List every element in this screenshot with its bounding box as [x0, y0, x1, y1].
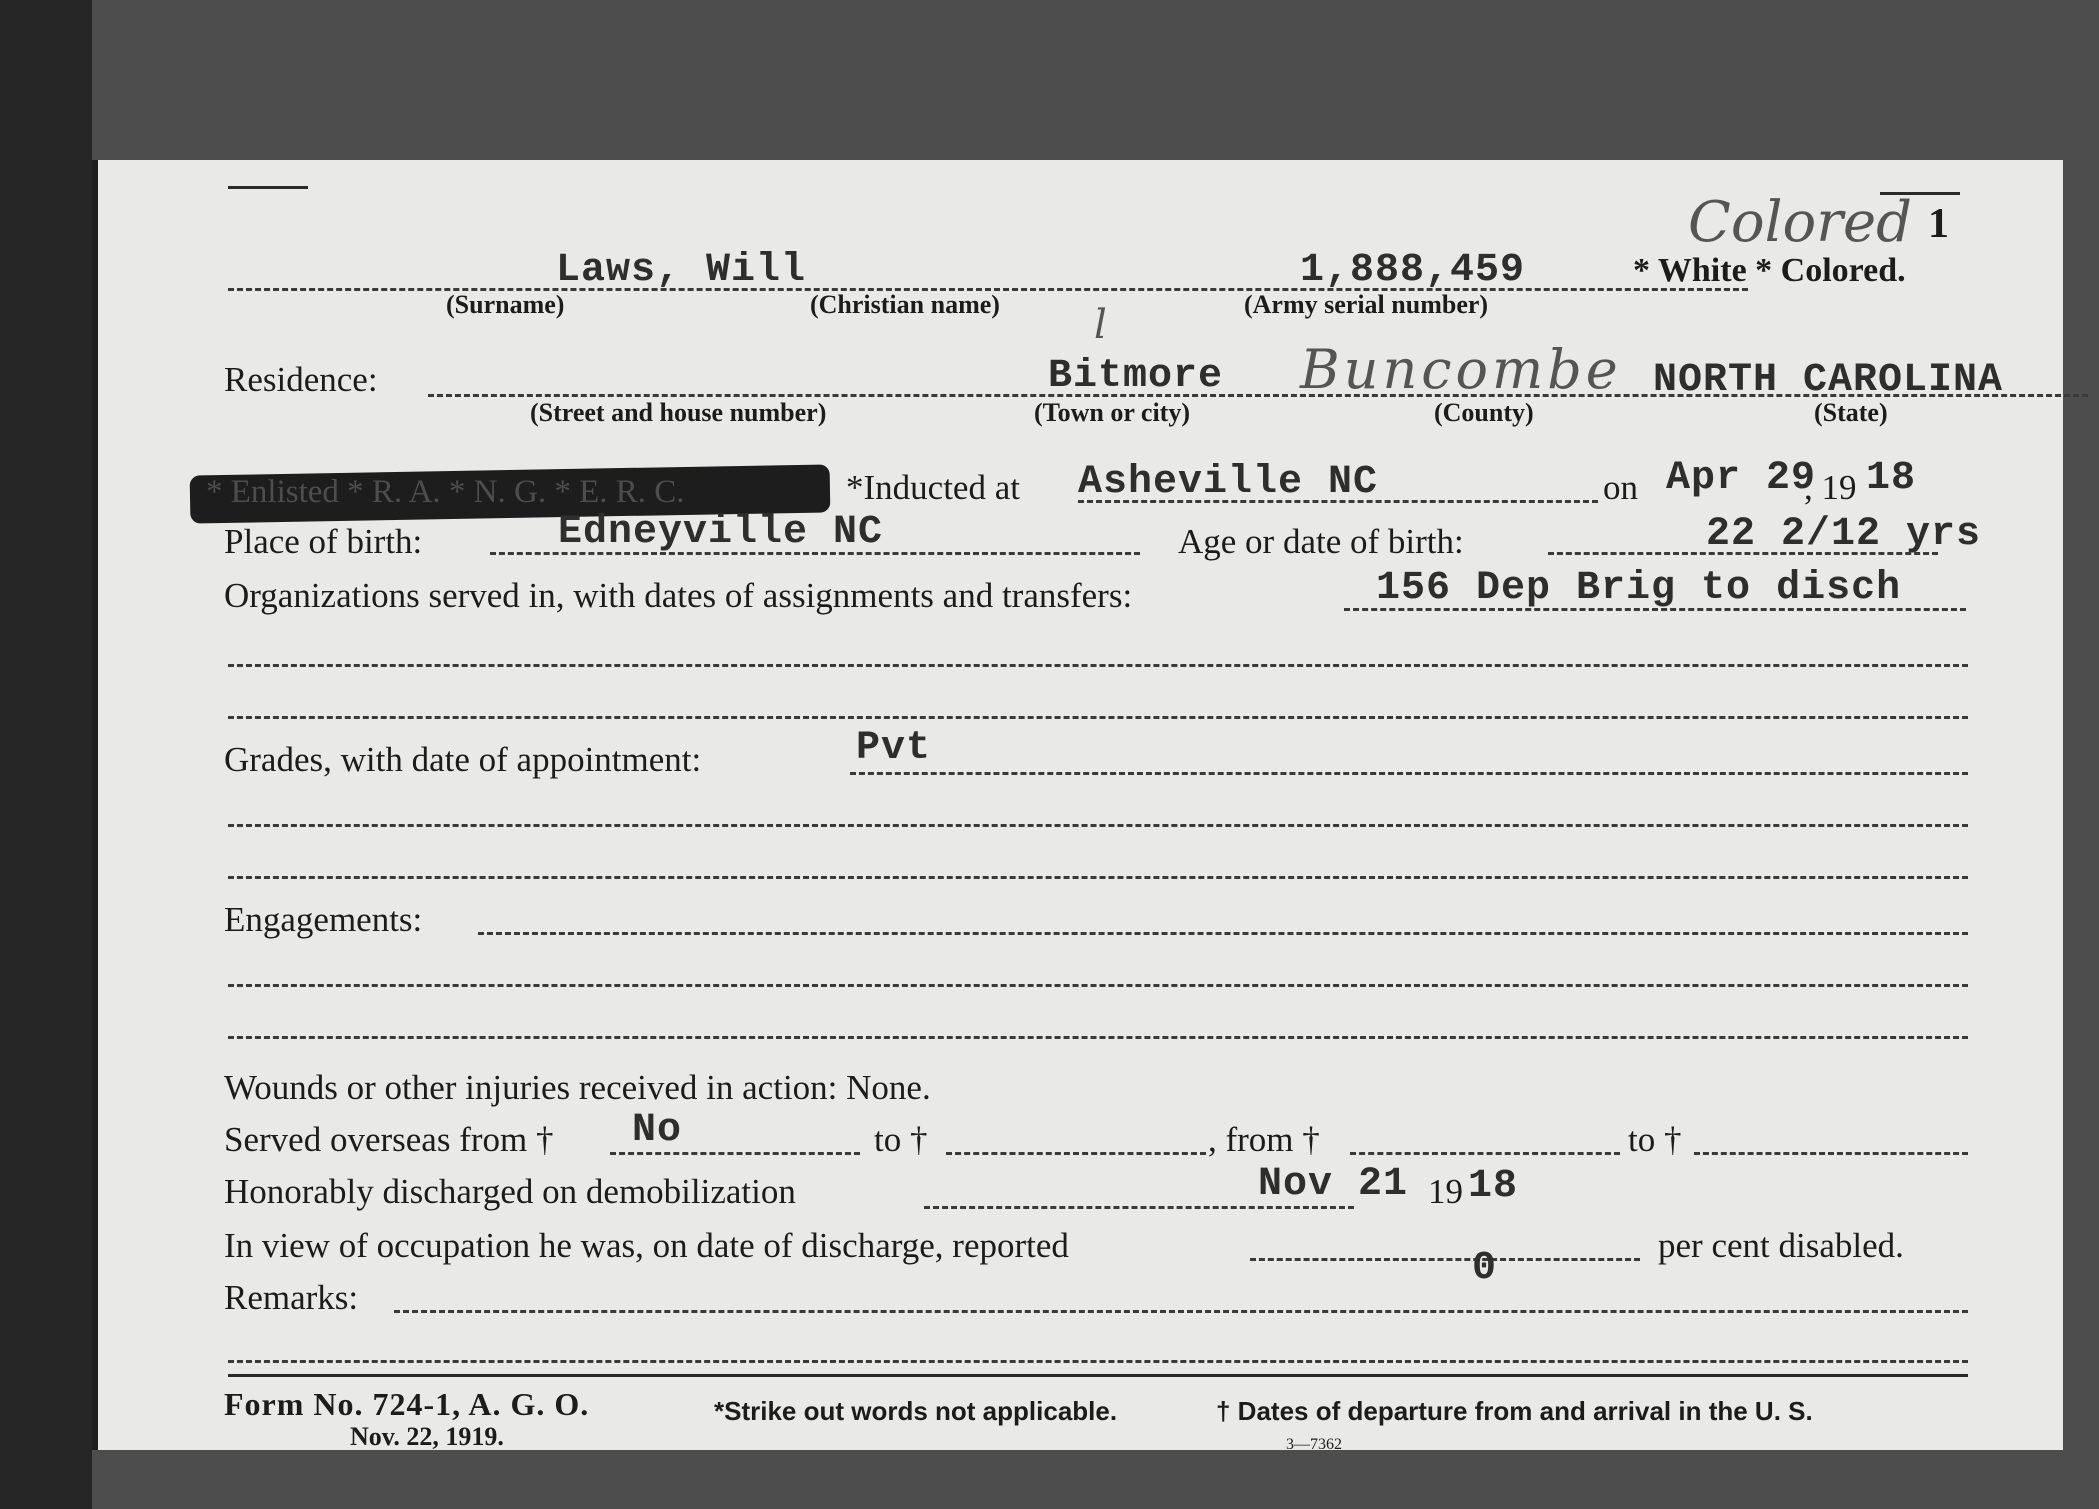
inducted-date-value: Apr 29 [1666, 456, 1817, 501]
disability-line [1250, 1258, 1640, 1261]
overseas-to-line-2 [1694, 1152, 1968, 1155]
footer-rule [228, 1374, 1968, 1377]
birth-place-line [490, 552, 1140, 555]
organizations-extra-line-1 [228, 664, 1968, 667]
print-code: 3—7362 [1286, 1436, 1342, 1453]
grades-extra-line-1 [228, 824, 1968, 827]
engagements-extra-line-1 [228, 984, 1968, 987]
scanner-edge [0, 0, 92, 1509]
inducted-year-prefix: , 19 [1804, 468, 1857, 507]
on-label: on [1603, 468, 1638, 507]
age-value: 22 2/12 yrs [1706, 512, 1982, 557]
engagements-extra-line-2 [228, 1036, 1968, 1039]
overseas-value: No [632, 1108, 683, 1153]
service-record-card [92, 160, 2063, 1453]
grades-value: Pvt [856, 726, 932, 771]
overseas-from-line [610, 1152, 860, 1155]
engagements-label: Engagements: [224, 900, 423, 939]
remarks-extra-line [228, 1360, 1968, 1363]
place-of-birth-label: Place of birth: [224, 522, 423, 561]
town-handwritten-mark: l [1094, 302, 1107, 348]
grades-extra-line-2 [228, 876, 1968, 879]
grades-line [850, 772, 1968, 775]
discharge-year-value: 18 [1468, 1164, 1519, 1209]
residence-label: Residence: [224, 360, 378, 399]
form-date: Nov. 22, 1919. [350, 1422, 504, 1451]
handwritten-colored: Colored [1688, 190, 1912, 255]
town-value: Bitmore [1048, 354, 1224, 399]
discharge-date-value: Nov 21 [1258, 1162, 1409, 1207]
overseas-to-label-2: to † [1628, 1120, 1682, 1159]
surname-christian-value: Laws, Will [556, 248, 807, 293]
caption-serial: (Army serial number) [1244, 290, 1489, 319]
organizations-label: Organizations served in, with dates of assignments and transfers: [224, 576, 1133, 615]
organizations-line [1344, 608, 1966, 611]
overseas-label: Served overseas from † [224, 1120, 554, 1159]
inducted-label: *Inducted at [846, 468, 1020, 507]
remarks-label: Remarks: [224, 1278, 359, 1317]
county-handwritten-value: Buncombe [1300, 338, 1622, 401]
inducted-line [1078, 500, 1598, 503]
caption-county: (County) [1434, 398, 1534, 427]
caption-street: (Street and house number) [530, 398, 827, 427]
disability-value: 0 [1472, 1246, 1498, 1291]
disability-suffix: per cent disabled. [1658, 1226, 1904, 1265]
disability-label: In view of occupation he was, on date of discharge, reported [224, 1226, 1069, 1265]
discharge-year-prefix: 19 [1428, 1172, 1463, 1211]
caption-christian-name: (Christian name) [810, 290, 1000, 319]
caption-surname: (Surname) [446, 290, 565, 319]
inducted-place-value: Asheville NC [1078, 460, 1379, 505]
overseas-from-label-2: , from † [1208, 1120, 1320, 1159]
corner-number: 1 [1928, 201, 1949, 247]
top-left-rule [228, 186, 308, 189]
organizations-extra-line-2 [228, 716, 1968, 719]
overseas-to-line-1 [946, 1152, 1206, 1155]
remarks-line [394, 1310, 1968, 1313]
race-options: * White * Colored. [1633, 252, 1906, 289]
engagements-line [478, 932, 1968, 935]
wounds-text: Wounds or other injuries received in action: None. [224, 1068, 931, 1107]
serial-number-value: 1,888,459 [1300, 248, 1526, 293]
overseas-to-label-1: to † [874, 1120, 928, 1159]
struck-enlistment-options: * Enlisted * R. A. * N. G. * E. R. C. [206, 474, 685, 510]
caption-town: (Town or city) [1034, 398, 1190, 427]
caption-state: (State) [1814, 398, 1888, 427]
form-number: Form No. 724-1, A. G. O. [224, 1386, 590, 1422]
organizations-value: 156 Dep Brig to disch [1376, 566, 1902, 611]
discharge-label: Honorably discharged on demobilization [224, 1172, 796, 1211]
overseas-from-line-2 [1350, 1152, 1620, 1155]
grades-label: Grades, with date of appointment: [224, 740, 702, 779]
footnote-strike-out: *Strike out words not applicable. [714, 1396, 1118, 1426]
age-line [1548, 552, 1938, 555]
inducted-year-value: 18 [1866, 456, 1917, 501]
footnote-dates: † Dates of departure from and arrival in the U. S. [1216, 1396, 1813, 1426]
age-label: Age or date of birth: [1178, 522, 1464, 561]
place-of-birth-value: Edneyville NC [558, 510, 884, 555]
state-value: NORTH CAROLINA [1653, 358, 2004, 403]
